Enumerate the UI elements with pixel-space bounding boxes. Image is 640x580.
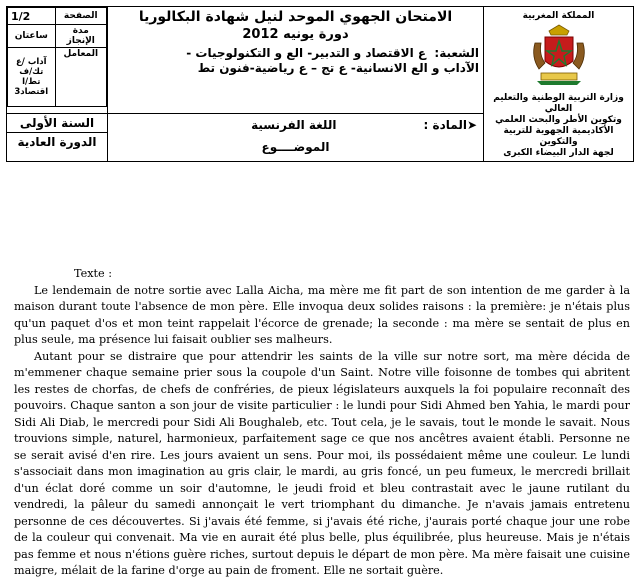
header-table bbox=[6, 6, 634, 162]
ministry-line: لجهة الدار البيضاء الكبرى bbox=[503, 148, 614, 158]
branch-line-1: ع الاقتصاد و التدبير- الع و التكنولوجيات - bbox=[186, 46, 427, 60]
subject-label: ➤المادة : bbox=[423, 118, 477, 133]
branch-line-2: الآداب و الع الانسانية- ع تج – ع رياضية-فنون تط bbox=[197, 61, 479, 75]
exam-session: دورة يونيه 2012 bbox=[242, 27, 349, 42]
exam-title: الامتحان الجهوي الموحد لنيل شهادة البكالوريا bbox=[138, 9, 453, 25]
institution-column bbox=[484, 7, 634, 162]
text-paragraph: Autant pour se distraire que pour attendrir les saints de la ville sur notre sort, ma mère décida de m'emmener chaque semaine prier sous la coupole d'un Saint. Notre ville foisonne de tombes qui abritent les restes de chorfas, de chefs de confréries, de pieux législateurs auxquels la foi populaire reconnaît des pouvoirs. Chaque santon a son jour de visite particulier : le lundi pour Sidi Ahmed ben Yahia, le mardi pour Sidi Ali Diab, le mercredi pour Sidi Ali Boughaleb, etc. Tout cela, je le savais, tout le monde le savait. Nous trouvions simple, naturel, harmonieux, parfaitement sage ce que nos ancêtres avaient établi. Personne ne se serait avisé d'en rire. Les jours avaient un sens. Pour moi, ils possédaient même une couleur. Le lundi s'associait dans mon imagination au gris clair, le mardi, au gris foncé, un peu fumeux, le mercredi brillait d'un éclat doré comme un soir d'automne, le jeudi froid et bleu contrastait avec le jaune rutilant du vendredi, la pâleur du samedi annonçait le vert triomphant du dimanche. Je n'avais jamais entretenu personne de ces découvertes. Si j'avais été femme, si j'avais été riche, j'aurais porté chaque jour une robe de la couleur qui convenait. Ma vie en aurait été plus belle, plus équilibrée, plus heureuse. Mais je n'étais pas femme et nous n'étions guère riches, surtout depuis le départ de mon père. Ma mère faisait une cuisine maigre, mélait de la farine d'orge au pain de froment. Elle ne sortait guère. bbox=[14, 349, 630, 577]
school-year: السنة الأولى bbox=[7, 114, 107, 133]
meta-column bbox=[7, 7, 108, 114]
page-word: الصفحة bbox=[55, 8, 106, 25]
page-number: 1/2 bbox=[8, 8, 56, 25]
ministry-line: وزارة التربية الوطنية والتعليم العالي bbox=[493, 93, 624, 114]
year-session-cell bbox=[7, 114, 108, 162]
topic-heading: الموضــــوع bbox=[261, 140, 330, 155]
exam-title-block bbox=[108, 7, 484, 114]
ministry-line: وتكوين الأطر والبحث العلمي bbox=[495, 115, 622, 125]
reading-text bbox=[14, 266, 630, 580]
ministry-block bbox=[486, 93, 631, 159]
branch-label: الشعبة: bbox=[434, 46, 479, 60]
text-label: Texte : bbox=[74, 267, 112, 280]
ministry-line: الأكاديمية الجهوية للتربية والتكوين bbox=[503, 126, 614, 147]
exam-header bbox=[6, 6, 634, 242]
subject-cell bbox=[108, 114, 484, 162]
text-paragraph: Le lendemain de notre sortie avec Lalla Aicha, ma mère me fit part de son intention de me garder à la maison durant toute l'absence de mon père. Elle invoqua deux solides raisons : la première: je n'étais plus qu'un paquet d'os et mon teint rappelait l'écorce de grenade; la seconde : ma mère se sentait de plus en plus seule, ma présence lui faisait oublier ses malheurs. bbox=[14, 283, 630, 346]
subject-name: اللغة الفرنسية bbox=[251, 118, 337, 133]
coefficient-values: آداب /ع تك/ف تط/ا اقتصاد3 bbox=[8, 48, 56, 107]
duration-label: مدة الإنجاز bbox=[55, 25, 106, 48]
duration-value: ساعتان bbox=[8, 25, 56, 48]
branch-block bbox=[112, 46, 479, 76]
kingdom-name: المملكة المغربية bbox=[522, 11, 595, 21]
session-type: الدورة العادية bbox=[17, 135, 97, 150]
coat-of-arms-icon bbox=[529, 23, 589, 87]
coefficient-label: المعامل bbox=[55, 48, 106, 107]
